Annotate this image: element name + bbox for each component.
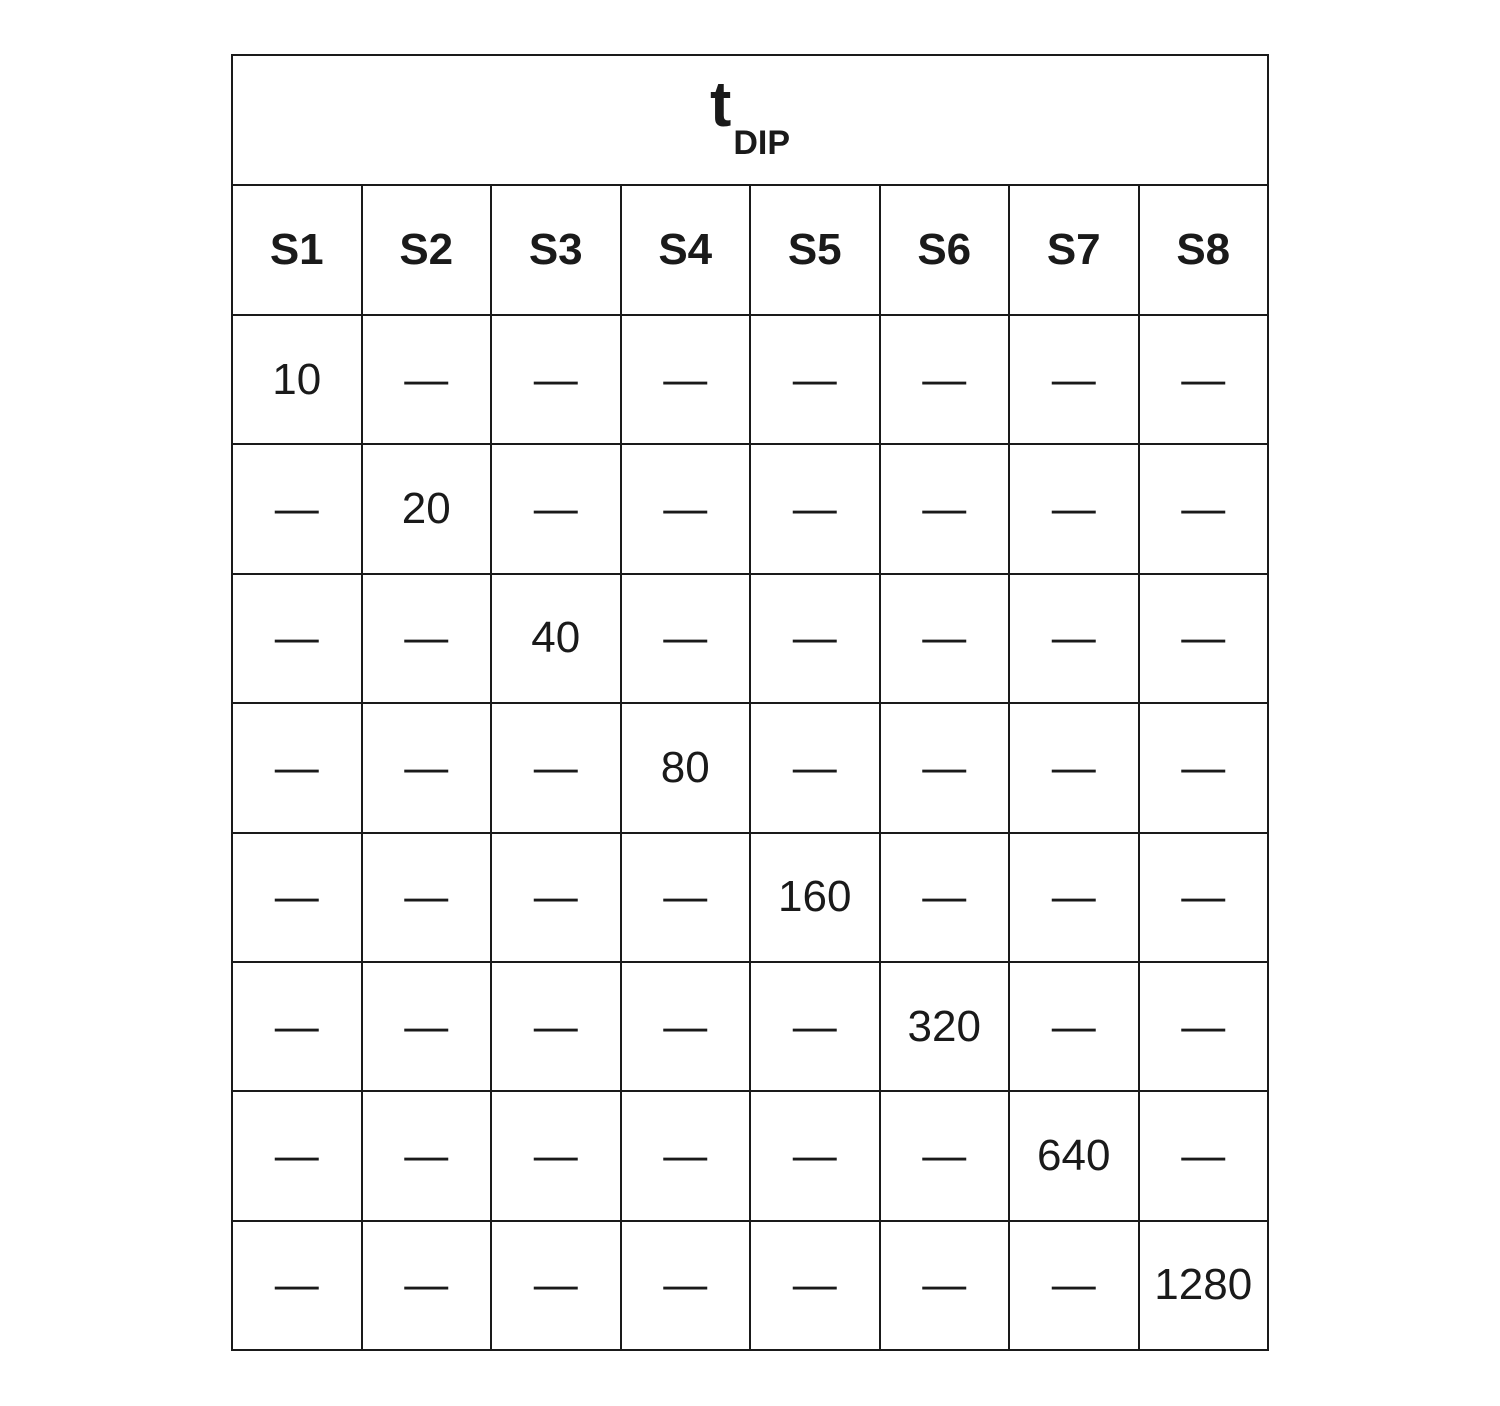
- column-header-row: [232, 185, 1268, 315]
- table-cell: —: [880, 1221, 1010, 1350]
- table-cell: 1280: [1139, 1221, 1269, 1350]
- table-cell: —: [880, 1091, 1010, 1220]
- table-cell: —: [1139, 833, 1269, 962]
- table-cell: —: [750, 444, 880, 573]
- table-cell: —: [491, 444, 621, 573]
- table-cell: —: [1009, 703, 1139, 832]
- column-header: S7: [1009, 185, 1139, 315]
- table-cell: 160: [750, 833, 880, 962]
- table-cell: —: [1009, 1221, 1139, 1350]
- column-header: S1: [232, 185, 362, 315]
- title-main-text: t: [710, 67, 732, 140]
- table-cell: —: [232, 444, 362, 573]
- column-header: S6: [880, 185, 1010, 315]
- table-cell: —: [1139, 574, 1269, 703]
- table-cell: —: [880, 444, 1010, 573]
- table-title: [232, 55, 1268, 185]
- table-cell: —: [621, 574, 751, 703]
- table-row: [232, 574, 1268, 703]
- table-row: [232, 703, 1268, 832]
- table-cell: —: [750, 1091, 880, 1220]
- table-cell: —: [1009, 315, 1139, 444]
- table-cell: —: [1139, 962, 1269, 1091]
- table-cell: —: [621, 1221, 751, 1350]
- table-cell: —: [750, 962, 880, 1091]
- table-cell: —: [880, 574, 1010, 703]
- column-header: S5: [750, 185, 880, 315]
- table-row: [232, 962, 1268, 1091]
- tdip-table: [231, 54, 1269, 1351]
- table-row: [232, 315, 1268, 444]
- table-cell: —: [621, 833, 751, 962]
- title-row: [232, 55, 1268, 185]
- table-cell: —: [232, 833, 362, 962]
- table-row: [232, 444, 1268, 573]
- table-cell: 320: [880, 962, 1010, 1091]
- table-cell: 20: [362, 444, 492, 573]
- table-cell: —: [232, 703, 362, 832]
- table-cell: —: [750, 315, 880, 444]
- table-cell: —: [362, 315, 492, 444]
- table-cell: —: [750, 1221, 880, 1350]
- column-header: S4: [621, 185, 751, 315]
- table-cell: —: [621, 1091, 751, 1220]
- table-cell: —: [880, 703, 1010, 832]
- table-cell: —: [880, 833, 1010, 962]
- column-header: S3: [491, 185, 621, 315]
- table-cell: —: [1009, 444, 1139, 573]
- table-row: [232, 1091, 1268, 1220]
- table-cell: —: [1139, 315, 1269, 444]
- table-cell: —: [1139, 1091, 1269, 1220]
- table-cell: —: [621, 315, 751, 444]
- table-cell: —: [880, 315, 1010, 444]
- title-subscript-text: DIP: [733, 123, 790, 162]
- table-cell: —: [750, 574, 880, 703]
- column-header: S8: [1139, 185, 1269, 315]
- table-cell: —: [362, 1221, 492, 1350]
- table-cell: —: [621, 962, 751, 1091]
- table-cell: —: [362, 1091, 492, 1220]
- table-cell: —: [232, 1091, 362, 1220]
- table-cell: —: [1009, 962, 1139, 1091]
- table-cell: 640: [1009, 1091, 1139, 1220]
- table-cell: —: [362, 833, 492, 962]
- table-body: [232, 315, 1268, 1350]
- column-header: S2: [362, 185, 492, 315]
- table-cell: —: [491, 1091, 621, 1220]
- table-cell: —: [491, 315, 621, 444]
- table-cell: —: [232, 574, 362, 703]
- table-cell: —: [1009, 574, 1139, 703]
- table-cell: 80: [621, 703, 751, 832]
- table-cell: —: [232, 1221, 362, 1350]
- table-cell: —: [491, 962, 621, 1091]
- table-cell: 10: [232, 315, 362, 444]
- table-cell: 40: [491, 574, 621, 703]
- table-cell: —: [621, 444, 751, 573]
- table-cell: —: [1009, 833, 1139, 962]
- table-cell: —: [750, 703, 880, 832]
- table-row: [232, 1221, 1268, 1350]
- table-cell: —: [491, 1221, 621, 1350]
- table-cell: —: [362, 703, 492, 832]
- table-header: [232, 55, 1268, 315]
- table-cell: —: [362, 962, 492, 1091]
- table-cell: —: [491, 703, 621, 832]
- table-row: [232, 833, 1268, 962]
- table-cell: —: [491, 833, 621, 962]
- table-cell: —: [1139, 703, 1269, 832]
- table-cell: —: [1139, 444, 1269, 573]
- table-cell: —: [362, 574, 492, 703]
- table-cell: —: [232, 962, 362, 1091]
